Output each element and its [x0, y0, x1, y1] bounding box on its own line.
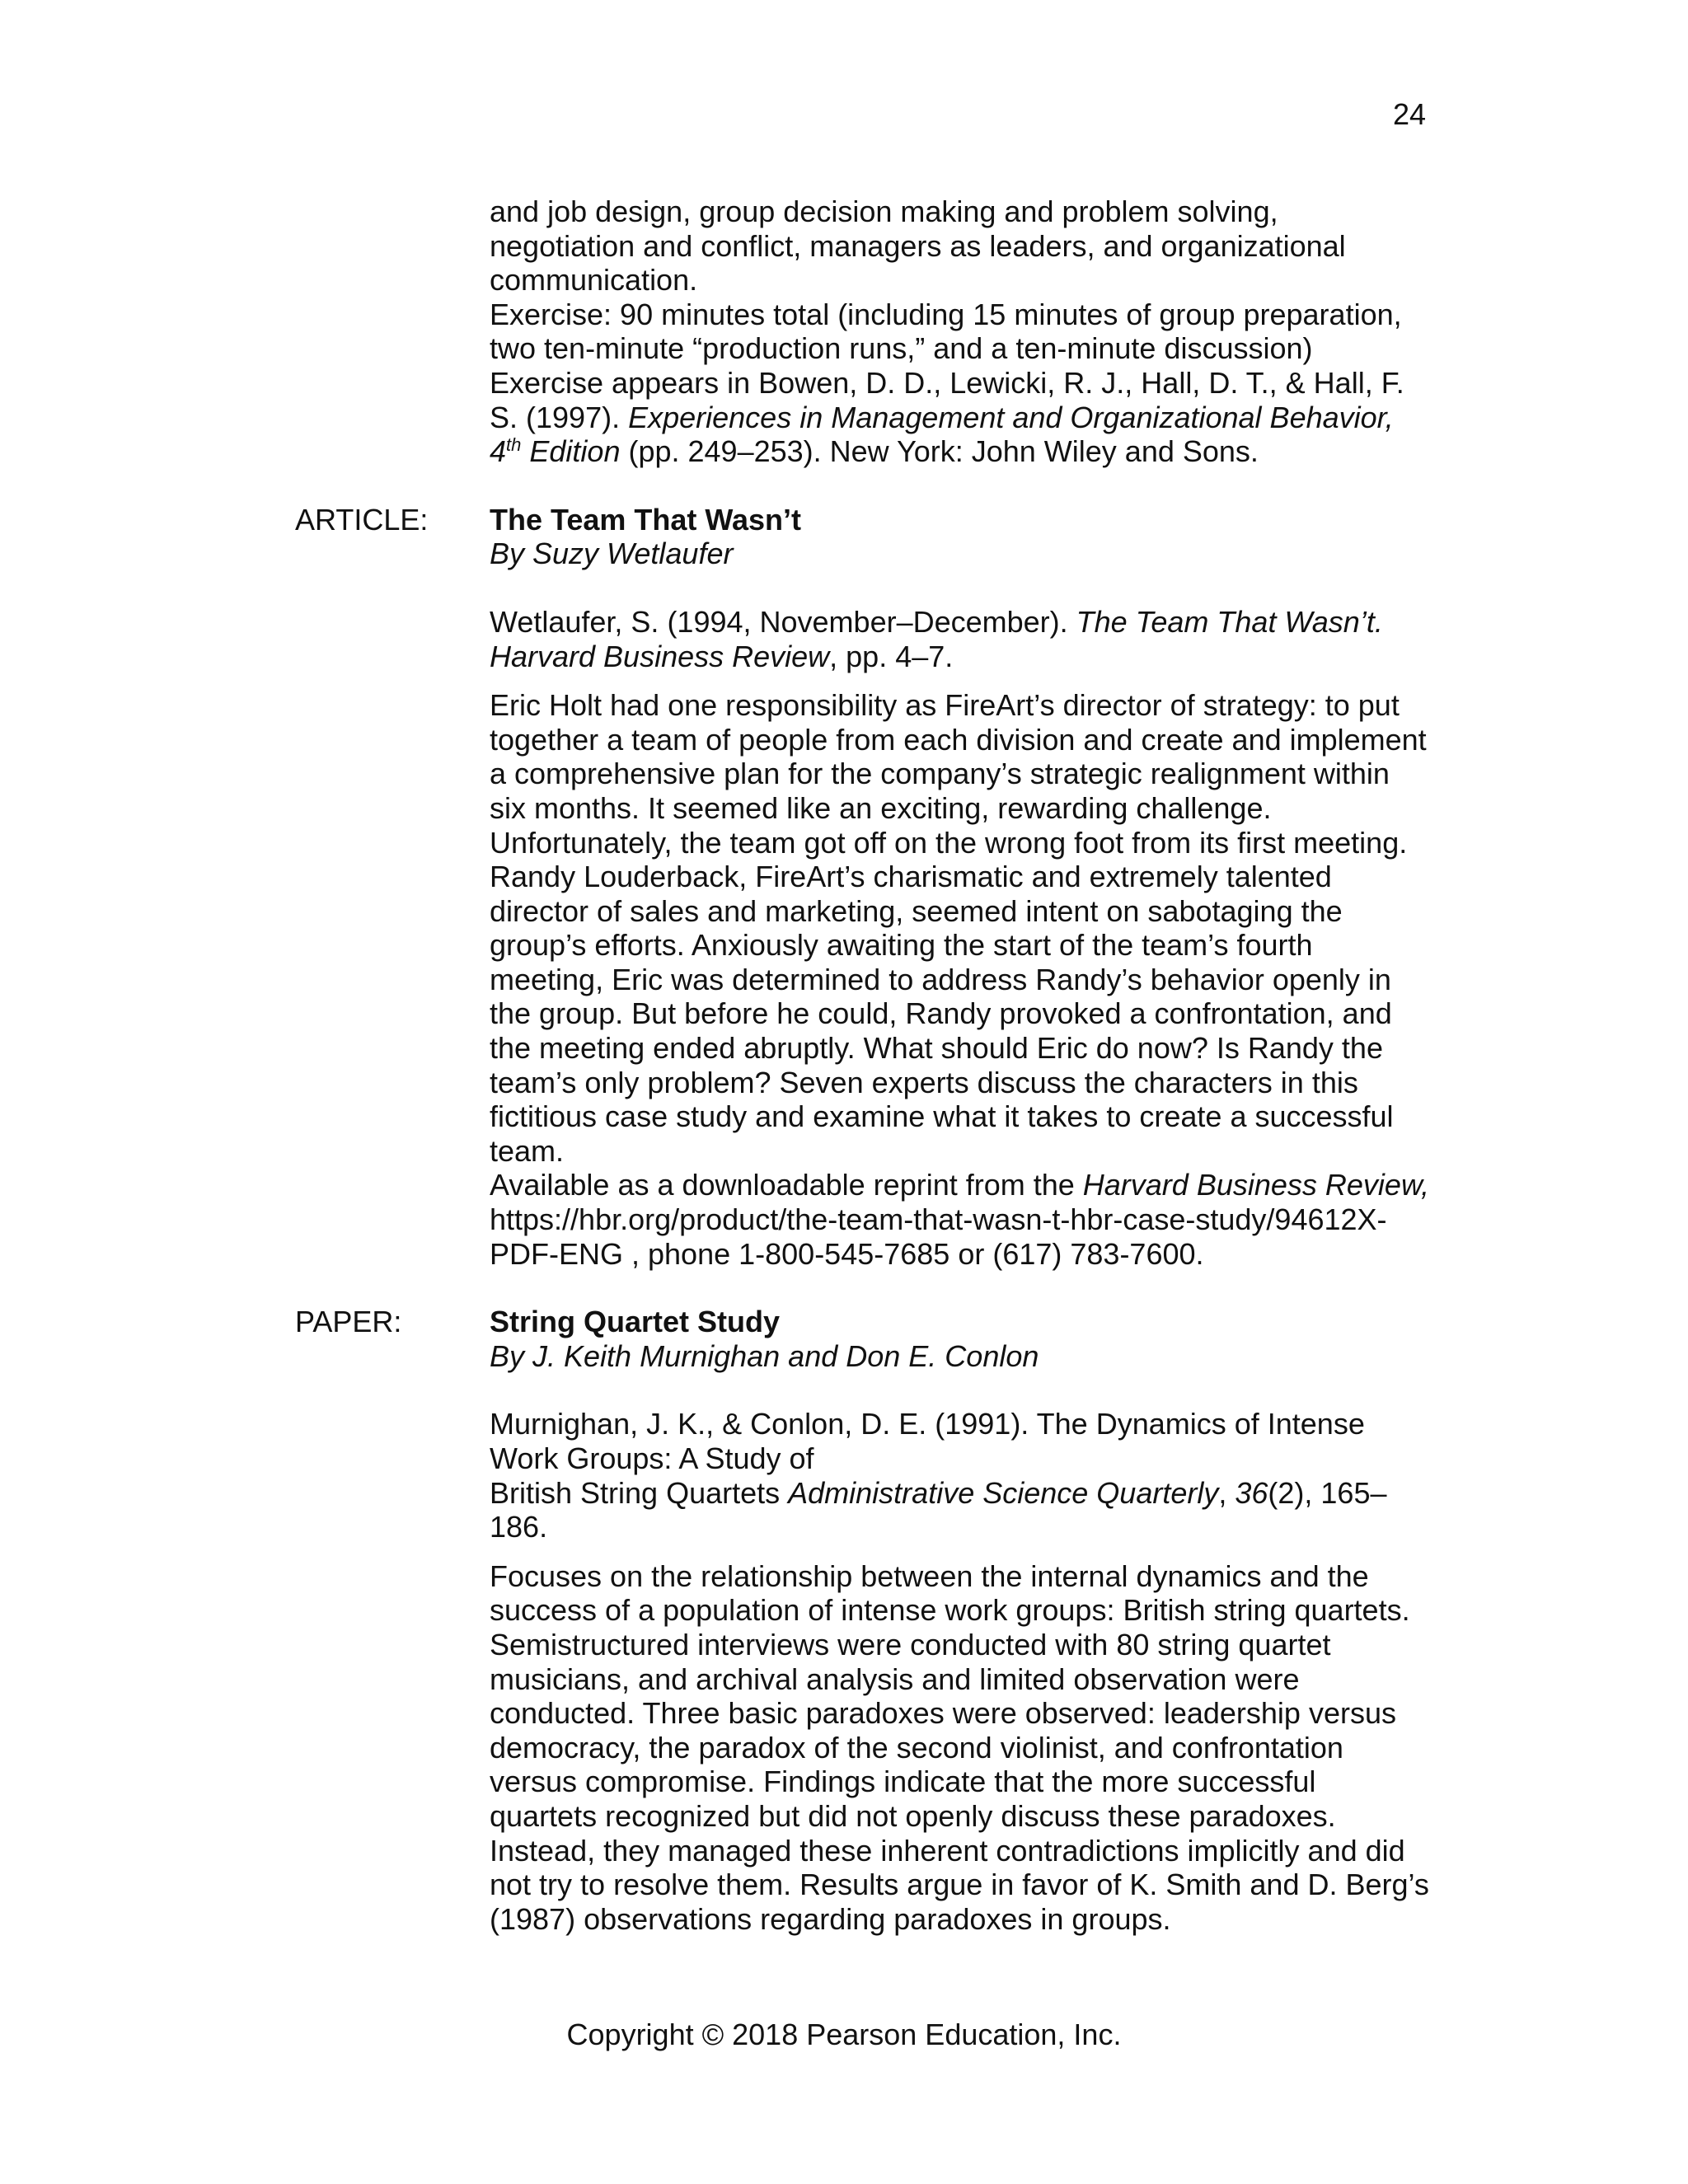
paper-citation-prefix: British String Quartets: [490, 1475, 789, 1510]
exercise-duration-text: Exercise: 90 minutes total (including 15 minutes of group preparation, two ten-minute “production runs,” and a ten-minute discussion): [490, 297, 1402, 366]
article-section: [295, 502, 1429, 1271]
reference-prefix: Exercise appears in Bowen, D. D., Lewicki, R. J., Hall, D. T., & Hall, F. S. (1997).: [490, 365, 1404, 434]
intro-section: [490, 194, 1429, 469]
availability-source: Harvard Business Review,: [1082, 1168, 1429, 1202]
reference-title-text: Experiences in Management and Organizational Behavior, 4: [490, 400, 1394, 469]
paper-citation-journal: Administrative Science Quarterly: [788, 1475, 1219, 1510]
availability-suffix: https://hbr.org/product/the-team-that-wasn-t-hbr-case-study/94612X-PDF-ENG , phone 1-800-545-7685 or (617) 783-7600.: [490, 1202, 1387, 1271]
paper-citation-line1: Murnighan, J. K., & Conlon, D. E. (1991). The Dynamics of Intense Work Groups: A Study of: [490, 1407, 1365, 1475]
article-summary: Eric Holt had one responsibility as FireArt’s director of strategy: to put together a team of people from each division and create and implement a comprehensive plan for the company’s strategic realignment within six months. It seemed like an exciting, rewarding challenge. Unfortunately, the team got off on the wrong foot from its first meeting. Randy Louderback, FireArt’s charismatic and extremely talented director of sales and marketing, seemed intent on sabotaging the group’s efforts. Anxiously awaiting the start of the team’s fourth meeting, Eric was determined to address Randy’s behavior openly in the group. But before he could, Randy provoked a confrontation, and the meeting ended abruptly. What should Eric do now? Is Randy the team’s only problem? Seven experts discuss the characters in this fictitious case study and examine what it takes to create a successful team.: [490, 688, 1427, 1168]
paper-label: PAPER:: [295, 1305, 402, 1339]
page-content: [295, 194, 1429, 1936]
availability-prefix: Available as a downloadable reprint from the: [490, 1168, 1083, 1202]
topics-text: and job design, group decision making and problem solving, negotiation and conflict, managers as leaders, and organizational communication.: [490, 194, 1346, 298]
article-label: ARTICLE:: [295, 502, 429, 537]
paper-author: By J. Keith Murnighan and Don E. Conlon: [490, 1338, 1039, 1373]
page-number: 24: [1392, 97, 1426, 131]
article-availability: [490, 1168, 1429, 1271]
paper-citation-suffix: (2), 165–186.: [490, 1475, 1387, 1544]
article-title: The Team That Wasn’t: [490, 502, 802, 537]
citation-journal: Harvard Business Review: [490, 639, 830, 673]
citation-suffix: , pp. 4–7.: [829, 639, 954, 673]
paper-citation-line2: [490, 1476, 1429, 1544]
reference-suffix: (pp. 249–253). New York: John Wiley and Sons.: [620, 434, 1259, 469]
article-citation: [490, 605, 1429, 673]
paper-title: String Quartet Study: [490, 1305, 781, 1339]
exercise-reference: [490, 366, 1429, 469]
paper-citation-separator: ,: [1218, 1475, 1236, 1510]
reference-title-end: Edition: [521, 434, 621, 469]
reference-superscript: th: [506, 434, 522, 456]
article-author: By Suzy Wetlaufer: [490, 537, 734, 571]
paper-citation-volume: 36: [1235, 1475, 1268, 1510]
paper-summary: Focuses on the relationship between the internal dynamics and the success of a population of intense work groups: British string quartets. Semistructured interviews were conducted with 80 string quartet musicians, and archival analysis and limited observation were conducted. Three basic paradoxes were observed: leadership versus democracy, the paradox of the second violinist, and confrontation versus compromise. Findings indicate that the more successful quartets recognized but did not openly discuss these paradoxes. Instead, they managed these inherent contradictions implicitly and did not try to resolve them. Results argue in favor of K. Smith and D. Berg’s (1987) observations regarding paradoxes in groups.: [490, 1558, 1429, 1936]
copyright-footer: Copyright © 2018 Pearson Education, Inc.: [566, 2018, 1122, 2051]
citation-prefix: Wetlaufer, S. (1994, November–December).: [490, 604, 1076, 639]
citation-title: The Team That Wasn’t.: [1076, 604, 1383, 639]
paper-section: [295, 1305, 1429, 1936]
